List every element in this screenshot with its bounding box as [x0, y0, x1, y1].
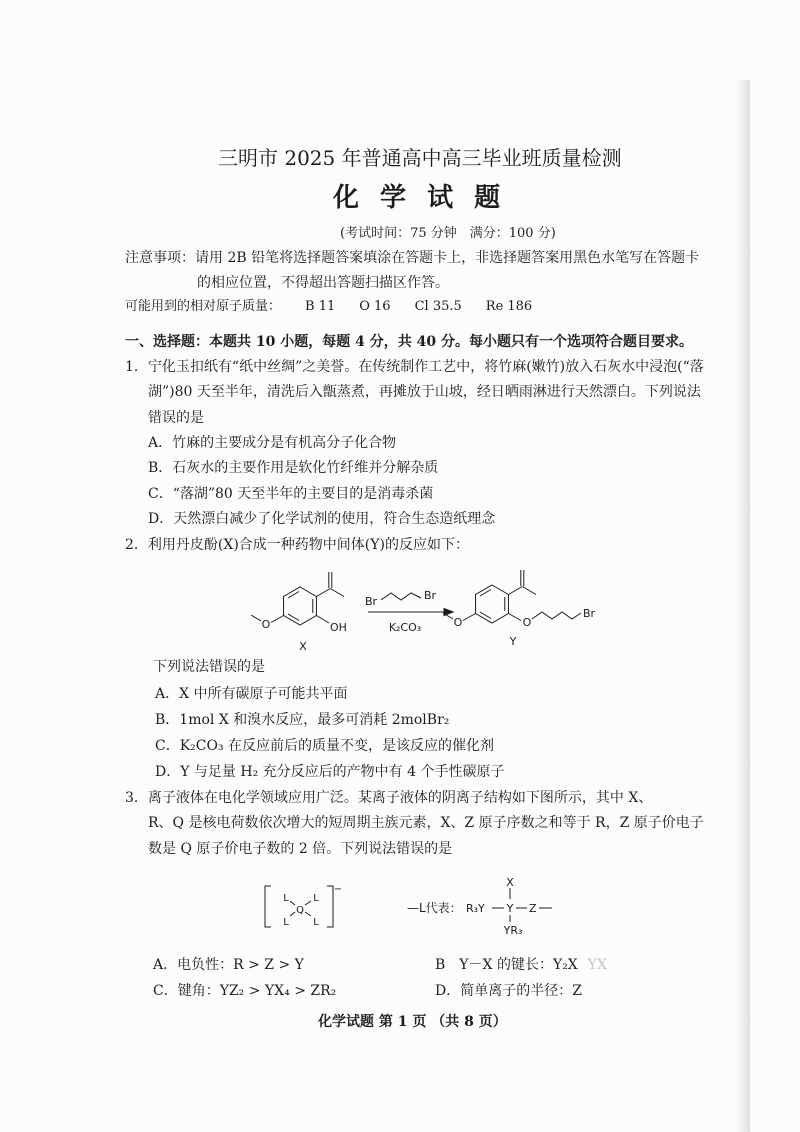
exam-info: (考试时间：75 分钟 满分：100 分) — [340, 226, 556, 241]
product-label: Y — [509, 635, 517, 648]
bottom-group-label: YR₃ — [503, 924, 523, 937]
bond — [290, 912, 295, 916]
q1-stem-line: 错误的是 — [148, 410, 204, 426]
q3-option-b-faded: YX — [587, 957, 607, 973]
ether-bond — [508, 614, 521, 621]
bond — [290, 901, 295, 905]
ligand-label: L — [313, 893, 319, 904]
reagent-dibromobutane — [365, 589, 437, 608]
bond — [305, 912, 311, 916]
section-heading: 一、选择题：本题共 10 小题，每题 4 分，共 40 分。每小题只有一个选项符合题目要求。 — [125, 334, 693, 350]
atomic-mass: O 16 — [359, 299, 391, 314]
center-atom-label: Q — [296, 905, 304, 916]
bond — [305, 901, 311, 905]
benzene-ring — [284, 587, 317, 625]
atomic-masses-label: 可能用到的相对原子质量： — [125, 299, 282, 314]
methoxy-bond — [463, 614, 476, 621]
q3-option-b-text: B Y－X 的键长：Y₂X — [435, 957, 578, 973]
right-bracket — [327, 886, 333, 927]
q2-prompt: 下列说法错误的是 — [153, 659, 265, 675]
oxygen-label: O — [522, 616, 532, 629]
notice-line: 的相应位置，不得超出答题扫描区作答。 — [197, 275, 449, 291]
left-group-label: R₃Y — [466, 902, 485, 915]
q2-option-b: B．1mol X 和溴水反应，最多可消耗 2molBr₂ — [155, 712, 450, 728]
ligand-legend-prefix: —L代表： — [407, 901, 462, 915]
end-atom-label: Z — [529, 902, 537, 915]
q3-option-a: A．电负性：R > Z > Y — [153, 957, 304, 973]
ligand-label: L — [313, 917, 319, 928]
q3-option-d: D．简单离子的半径：Z — [435, 983, 582, 999]
reactant-x-structure — [251, 572, 347, 653]
ligand-definition — [407, 876, 552, 937]
q3-stem-line: R、Q 是核电荷数依次增大的短周期主族元素，X、Z 原子序数之和等于 R，Z 原子价电子 — [148, 815, 704, 831]
atomic-mass: Cl 35.5 — [414, 299, 462, 314]
q3-option-b — [435, 956, 607, 974]
hydroxyl-bond — [316, 616, 329, 624]
q3-stem-line: 数是 Q 原子价电子数的 2 倍。下列说法错误的是 — [148, 841, 453, 857]
reaction-condition: K₂CO₃ — [388, 621, 422, 634]
reaction-scheme — [230, 555, 620, 655]
bromine-label: Br — [583, 607, 596, 620]
atomic-masses — [125, 298, 532, 316]
middle-atom-label: Y — [506, 902, 514, 915]
benzene-ring — [476, 585, 509, 623]
top-atom-label: X — [506, 876, 514, 889]
q2-stem-line: 2．利用丹皮酚(X)合成一种药物中间体(Y)的反应如下： — [125, 537, 469, 553]
bromine-label: Br — [365, 595, 378, 608]
q1-stem-line: 1．宁化玉扣纸有“纸中丝绸”之美誉。在传统制作工艺中，将竹麻(嫩竹)放入石灰水中浸泡(“落 — [125, 359, 704, 375]
atomic-mass: Re 186 — [485, 299, 533, 314]
acetyl-bond — [316, 589, 330, 597]
anion-structure — [265, 884, 342, 928]
q1-option-d: D．天然漂白减少了化学试剂的使用，符合生态造纸理念 — [148, 511, 496, 527]
q1-option-c: C．“落湖”80 天至半年的主要目的是消毒杀菌 — [148, 486, 434, 502]
methoxy-methyl-bond — [251, 615, 261, 621]
butyl-chain — [532, 612, 581, 619]
ligand-label: L — [283, 893, 289, 904]
methyl-bond — [522, 587, 536, 595]
atomic-mass: B 11 — [305, 299, 336, 314]
q1-stem-line: 湖”)80 天至半年，清洗后入甑蒸煮，再摊放于山坡，经日晒雨淋进行天然漂白。下列说法 — [148, 384, 701, 400]
q1-option-a: A．竹麻的主要成分是有机高分子化合物 — [148, 435, 397, 451]
anion-structure-figure — [255, 870, 565, 945]
q2-option-d: D．Y 与足量 H₂ 充分反应后的产物中有 4 个手性碳原子 — [155, 764, 505, 780]
q2-option-a: A．X 中所有碳原子可能共平面 — [155, 686, 348, 702]
acetyl-bond — [508, 587, 522, 595]
oxygen-label: O — [261, 618, 271, 631]
hydroxyl-label: OH — [330, 621, 347, 634]
scan-shadow — [736, 80, 750, 1132]
product-y-structure — [443, 570, 596, 648]
left-bracket — [265, 886, 271, 927]
q3-option-c: C．键角：YZ₂ > YX₄ > ZR₂ — [153, 983, 337, 999]
bromine-label: Br — [424, 589, 437, 602]
q1-option-b: B．石灰水的主要作用是软化竹纤维并分解杂质 — [148, 460, 439, 476]
butane-chain — [381, 593, 421, 600]
oxygen-label: O — [453, 616, 463, 629]
reactant-label: X — [299, 640, 307, 653]
q3-stem-line: 3．离子液体在电化学领域应用广泛。某离子液体的阴离子结构如下图所示，其中 X、 — [125, 790, 653, 806]
subject-title: 化 学 试 题 — [333, 183, 507, 213]
methoxy-bond — [271, 616, 284, 623]
charge-label: − — [333, 884, 343, 895]
page-footer: 化学试题 第 1 页 （共 8 页） — [318, 1014, 507, 1030]
ligand-label: L — [283, 917, 289, 928]
notice-line: 注意事项：请用 2B 铅笔将选择题答案填涂在答题卡上，非选择题答案用黑色水笔写在答题卡 — [125, 250, 700, 266]
q2-option-c: C．K₂CO₃ 在反应前后的质量不变，是该反应的催化剂 — [155, 738, 495, 754]
methyl-bond — [330, 589, 344, 597]
page-title: 三明市 2025 年普通高中高三毕业班质量检测 — [218, 146, 622, 170]
